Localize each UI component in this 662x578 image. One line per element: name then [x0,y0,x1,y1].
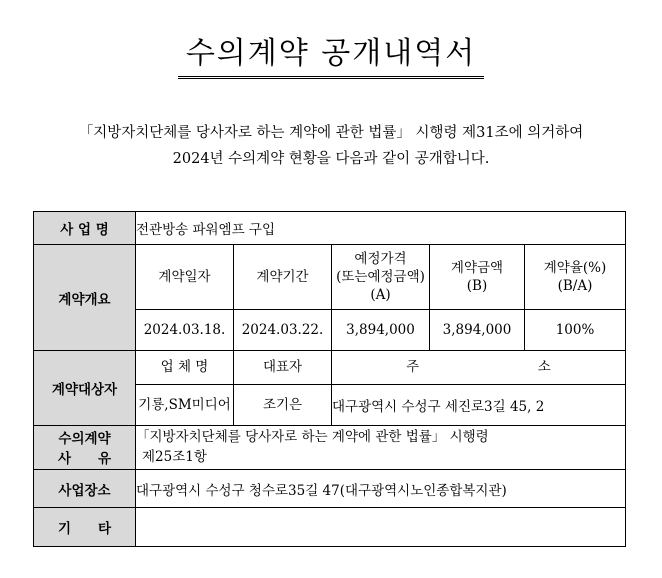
value-amount: 3,894,000 [430,310,525,350]
page-title: 수의계약 공개내역서 [178,28,484,79]
row-etc [34,508,626,547]
header-contract-period: 계약기간 [234,245,332,310]
header-address-a: 주 [406,359,420,376]
header-representative: 대표자 [234,350,332,384]
header-rate-line1: 계약율(%) [543,260,607,277]
reason-label [34,425,136,470]
header-amount [430,245,525,310]
header-amount-line2: (B) [466,278,488,295]
value-address: 대구광역시 수성구 세진로3길 45, 2 [332,385,626,425]
value-rate: 100% [525,310,626,350]
etc-label: 기 타 [34,508,136,547]
project-value: 전관방송 파워엠프 구입 [136,212,626,245]
counterparty-label: 계약대상자 [34,350,136,425]
header-estimate-line2: (또는예정금액) [336,269,425,286]
contract-table [33,211,626,547]
location-value: 대구광역시 수성구 청수로35길 47(대구광역시노인종합복지관) [136,470,626,508]
title-area [0,28,662,79]
reason-value-line1: 「지방자치단체를 당사자로 하는 계약에 관한 법률」 시행령 [136,429,489,446]
header-company: 업 체 명 [136,350,234,384]
row-reason [34,425,626,470]
header-address [332,350,626,384]
etc-value [136,508,626,547]
intro-line-1: 「지방자치단체를 당사자로 하는 계약에 관한 법률」 시행령 제31조에 의거하여 [78,125,584,141]
value-contract-period: 2024.03.22. [234,310,332,350]
row-counterparty-header [34,350,626,384]
value-representative: 조기은 [234,385,332,425]
value-estimate: 3,894,000 [332,310,430,350]
reason-value-line2: 제25조1항 [142,449,207,466]
header-address-b: 소 [537,359,551,376]
header-amount-line1: 계약금액 [450,260,504,277]
intro-text [20,120,642,172]
header-rate-line2: (B/A) [557,278,593,295]
overview-label: 계약개요 [34,245,136,350]
project-label: 사 업 명 [34,212,136,245]
row-project [34,212,626,245]
location-label: 사업장소 [34,470,136,508]
reason-value [136,425,626,470]
header-estimate-line1: 예정가격 [354,251,407,268]
reason-label-line2: 사 유 [57,451,112,468]
header-estimate-line3: (A) [370,287,391,304]
value-company: 기룡,SM미디어 [136,385,234,425]
header-contract-date: 계약일자 [136,245,234,310]
header-estimate [332,245,430,310]
reason-label-line1: 수의계약 [58,431,111,448]
intro-line-2: 2024년 수의계약 현황을 다음과 같이 공개합니다. [172,151,490,167]
row-location [34,470,626,508]
value-contract-date: 2024.03.18. [136,310,234,350]
header-rate [525,245,626,310]
row-overview-header [34,245,626,310]
